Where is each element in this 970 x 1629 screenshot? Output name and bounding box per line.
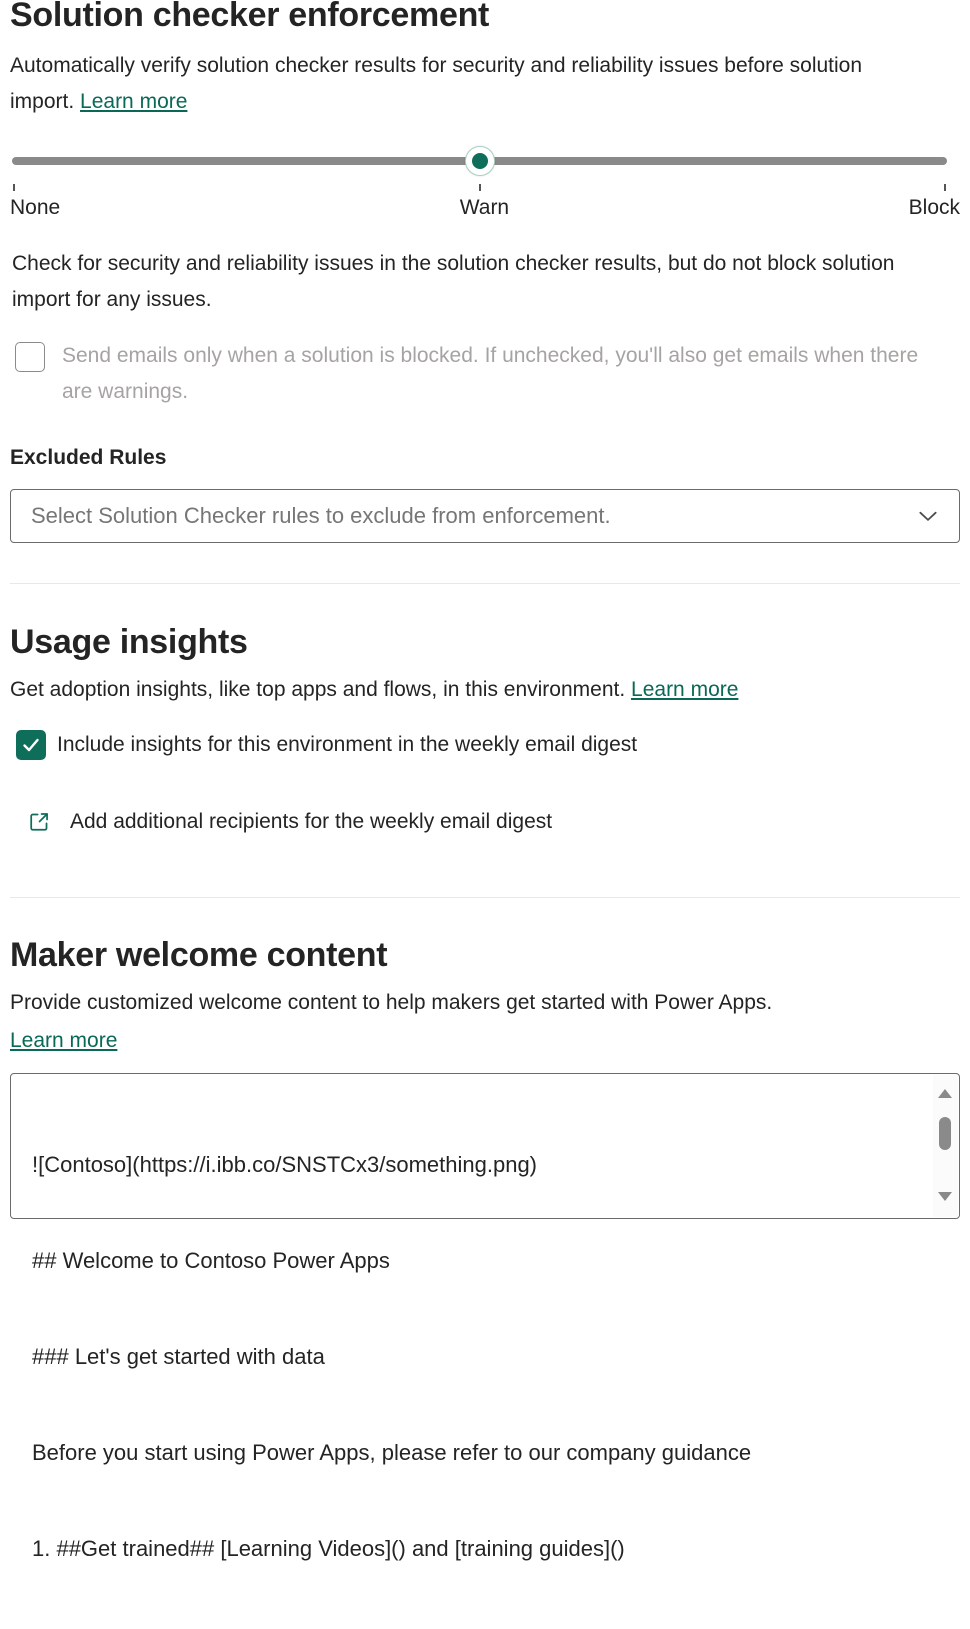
usage-insights-learn-more-link[interactable]: Learn more <box>631 678 739 701</box>
send-emails-checkbox-label: Send emails only when a solution is blocked. If unchecked, you'll also get emails when there are warnings. <box>62 344 919 403</box>
excluded-rules-label: Excluded Rules <box>10 446 167 469</box>
maker-welcome-learn-more-link[interactable]: Learn more <box>10 1029 118 1052</box>
enforcement-slider-thumb[interactable] <box>465 146 495 176</box>
weekly-digest-checkbox[interactable] <box>16 730 46 760</box>
add-recipients-link-label: Add additional recipients for the weekly email digest <box>70 810 553 833</box>
slider-label-block: Block <box>908 196 960 219</box>
maker-welcome-content-text <box>32 1085 929 1629</box>
maker-welcome-description <box>10 984 772 1060</box>
slider-label-warn: Warn <box>459 196 510 219</box>
maker-welcome-content-textarea[interactable] <box>10 1073 960 1561</box>
solution-checker-description-text: Automatically verify solution checker results for security and reliability issues before solution import. <box>10 54 863 113</box>
maker-welcome-description-text: Provide customized welcome content to help makers get started with Power Apps. <box>10 991 773 1014</box>
content-line: ### Let's get started with data <box>32 1344 325 1369</box>
scroll-down-icon[interactable] <box>938 1192 952 1201</box>
content-line: Before you start using Power Apps, please refer to our company guidance <box>32 1440 752 1465</box>
slider-tick-warn <box>479 184 481 191</box>
content-line: 1. ##Get trained## [Learning Videos]() and [training guides]() <box>32 1536 625 1561</box>
chevron-down-icon <box>917 505 939 527</box>
maker-welcome-title: Maker welcome content <box>10 936 388 974</box>
open-in-new-icon <box>28 811 50 833</box>
slider-tick-none <box>13 184 15 191</box>
content-line: ## Welcome to Contoso Power Apps <box>32 1248 390 1273</box>
scrollbar-thumb[interactable] <box>939 1117 951 1150</box>
solution-checker-description <box>10 48 930 120</box>
check-icon <box>21 735 41 755</box>
solution-checker-title: Solution checker enforcement <box>10 0 490 34</box>
weekly-digest-checkbox-label: Include insights for this environment in the weekly email digest <box>57 733 638 756</box>
section-divider <box>10 583 960 584</box>
excluded-rules-dropdown[interactable] <box>10 489 960 543</box>
add-recipients-link[interactable] <box>28 806 552 838</box>
enforcement-slider[interactable] <box>12 140 947 182</box>
usage-insights-description-text: Get adoption insights, like top apps and flows, in this environment. <box>10 678 626 701</box>
enforcement-slider-thumb-dot <box>472 153 488 169</box>
section-divider <box>10 897 960 898</box>
slider-labels <box>10 196 960 220</box>
send-emails-checkbox[interactable] <box>15 342 45 372</box>
solution-checker-learn-more-link[interactable]: Learn more <box>80 90 188 113</box>
slider-label-none: None <box>10 196 61 219</box>
usage-insights-title: Usage insights <box>10 623 248 661</box>
slider-tick-block <box>944 184 946 191</box>
enforcement-explanation: Check for security and reliability issues in the solution checker results, but do not block solution import for any issues. <box>12 252 895 311</box>
excluded-rules-placeholder: Select Solution Checker rules to exclude from enforcement. <box>31 503 611 528</box>
textarea-scrollbar[interactable] <box>933 1075 958 1217</box>
usage-insights-description <box>10 672 738 708</box>
content-line: ![Contoso](https://i.ibb.co/SNSTCx3/something.png) <box>32 1152 538 1177</box>
scroll-up-icon[interactable] <box>938 1089 952 1098</box>
